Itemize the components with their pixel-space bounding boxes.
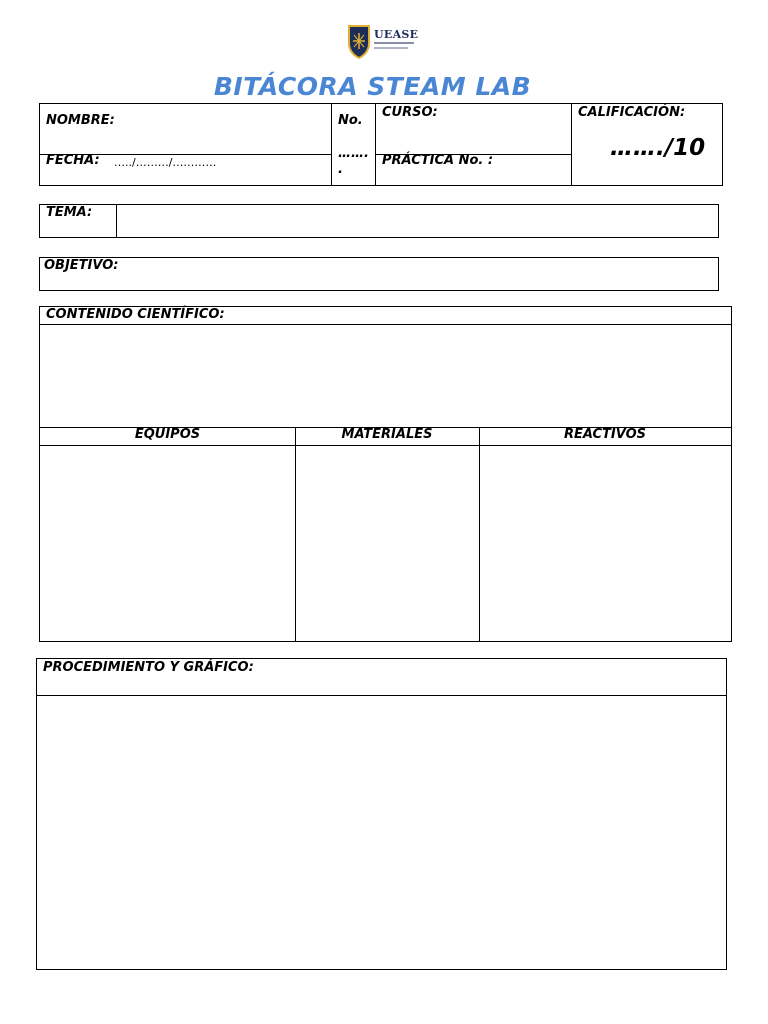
header-table	[39, 103, 723, 186]
contenido-table	[39, 306, 732, 642]
logo-text: UEASE	[374, 28, 419, 41]
curso-label: CURSO:	[382, 105, 438, 120]
objetivo-box	[39, 257, 719, 291]
fecha-label: FECHA:	[46, 153, 100, 168]
logo-subtitle-line	[374, 42, 414, 44]
tema-label: TEMA:	[46, 205, 93, 220]
institution-logo	[348, 25, 418, 63]
procedimiento-box	[36, 658, 727, 970]
fecha-value: …../………/…………	[114, 156, 217, 169]
procedimiento-label: PROCEDIMIENTO Y GRÁFICO:	[43, 660, 254, 675]
page-title: BITÁCORA STEAM LAB	[213, 72, 532, 101]
logo-subtitle-line	[374, 47, 408, 49]
column-header-equipos: EQUIPOS	[134, 427, 201, 442]
calificacion-label: CALIFICACIÓN:	[578, 105, 686, 120]
column-header-reactivos: REACTIVOS	[563, 427, 647, 442]
practica-label: PRÁCTICA No. :	[382, 153, 494, 168]
shield-icon	[348, 25, 370, 59]
nombre-label: NOMBRE:	[46, 113, 115, 128]
no-label: No.	[338, 113, 363, 128]
column-header-materiales: MATERIALES	[341, 427, 433, 442]
no-value-dots: …….	[338, 146, 369, 161]
objetivo-label: OBJETIVO:	[44, 258, 119, 273]
grade-value: ……./10	[610, 135, 706, 161]
no-value-dots-wrap: .	[338, 162, 343, 177]
contenido-label: CONTENIDO CIENTÍFICO:	[46, 307, 225, 322]
tema-box	[39, 204, 719, 238]
